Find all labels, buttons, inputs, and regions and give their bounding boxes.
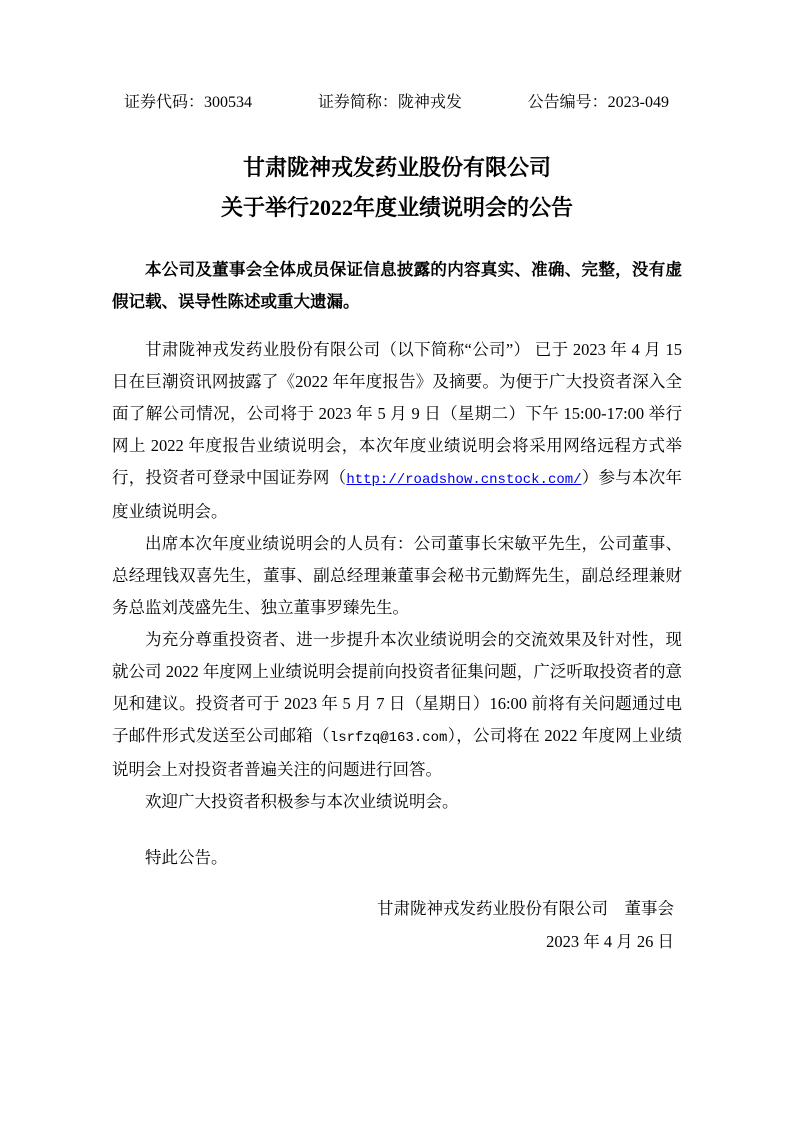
signature-company: 甘肃陇神戎发药业股份有限公司 董事会 — [377, 899, 674, 918]
closing-statement: 特此公告。 — [145, 848, 228, 867]
signature-block — [112, 892, 682, 958]
announcement-number-label: 公告编号： — [527, 94, 608, 111]
disclosure-notice: 本公司及董事会全体成员保证信息披露的内容真实、准确、完整，没有虚假记载、误导性陈述或重大遗漏。 — [112, 260, 682, 311]
paragraph — [112, 334, 682, 528]
paragraph-text: 出席本次年度业绩说明会的人员有：公司董事长宋敏平先生，公司董事、总经理钱双喜先生，董事、副总经理兼董事会秘书元勤辉先生，副总经理兼财务总监刘茂盛先生、独立董事罗臻先生。 — [112, 534, 682, 617]
paragraph-text: 欢迎广大投资者积极参与本次业绩说明会。 — [145, 792, 459, 811]
title-company-line: 甘肃陇神戎发药业股份有限公司 — [242, 155, 551, 180]
stock-code — [124, 94, 252, 112]
stock-name-value: 陇神戎发 — [397, 94, 462, 111]
paragraph — [112, 528, 682, 624]
header-row — [124, 94, 669, 112]
paragraph-text: ）参与本次年度业绩说明会。 — [112, 468, 683, 521]
paragraph — [112, 786, 682, 818]
document-title — [112, 148, 682, 228]
title-subject-line: 关于举行2022年度业绩说明会的公告 — [220, 195, 573, 220]
paragraph-text: 甘肃陇神戎发药业股份有限公司（以下简称“公司”） 已于 2023 年 4 月 15 日在巨潮资讯网披露了《2022 年年度报告》及摘要。为便于广大投资者深入全面了解公司情况，公司将于 2023 年 5 月 9 日（星期二）下午 15:00-17:00 举行网上 2022 年度报告业绩说明会，本次年度业绩说明会将采用网络远程方式举行，投资者可登录中国证券网（ — [112, 340, 682, 487]
announcement-number — [528, 94, 669, 112]
announcement-number-value: 2023-049 — [607, 94, 669, 111]
paragraph — [112, 624, 682, 786]
stock-name-label: 证券简称： — [317, 94, 398, 111]
stock-code-value: 300534 — [204, 94, 253, 111]
stock-name — [318, 94, 462, 112]
paragraph-text: ），公司将在 2022 年度网上业绩说明会上对投资者普遍关注的问题进行回答。 — [112, 726, 683, 779]
stock-code-label: 证券代码： — [124, 94, 205, 111]
signature-date: 2023 年 4 月 26 日 — [546, 932, 674, 951]
company-email-address: lsrfzq@163.com — [329, 730, 448, 746]
body-paragraphs — [112, 334, 682, 818]
roadshow-url-link[interactable]: http://roadshow.cnstock.com/ — [346, 472, 582, 488]
paragraph-text: 为充分尊重投资者、进一步提升本次业绩说明会的交流效果及针对性，现就公司 2022 年度网上业绩说明会提前向投资者征集问题，广泛听取投资者的意见和建议。投资者可于 2023 年 5 月 7 日（星期日）16:00 前将有关问题通过电子邮件形式发送至公司邮箱（ — [112, 630, 682, 745]
